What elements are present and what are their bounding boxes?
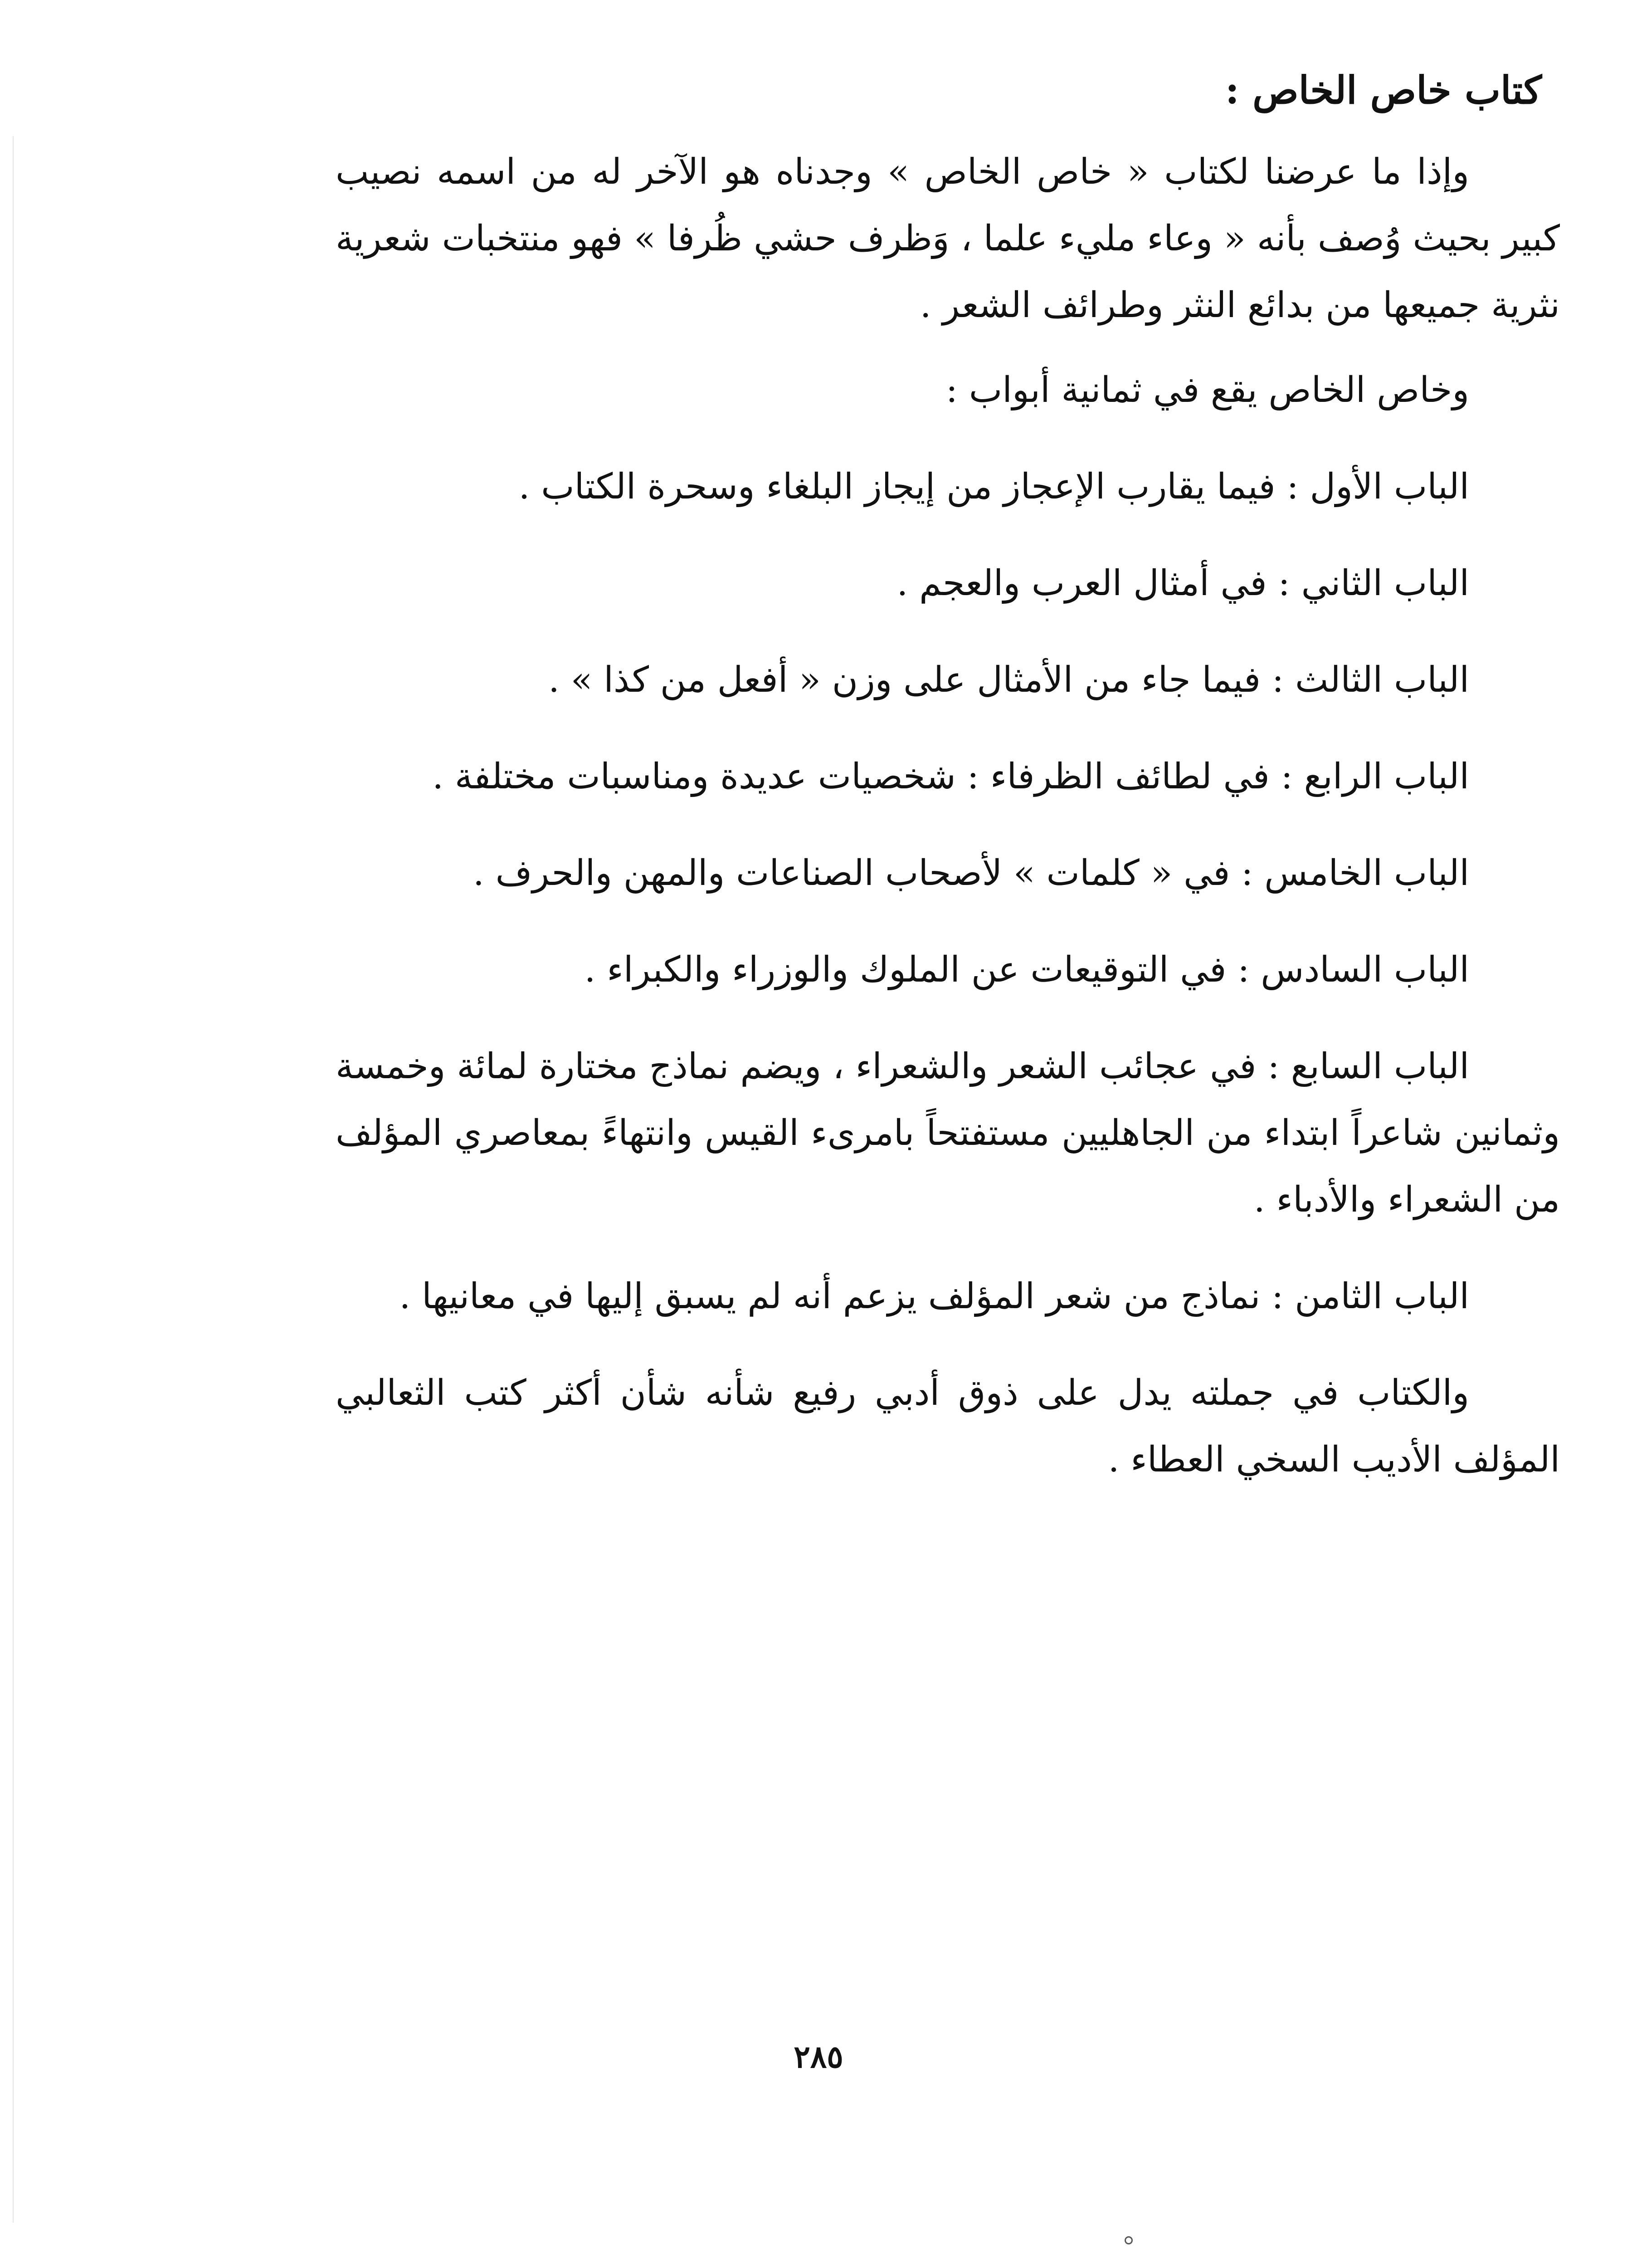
section-heading: كتاب خاص الخاص : [1225, 68, 1542, 112]
chapter-4: الباب الرابع : في لطائف الظرفاء : شخصيات عديدة ومناسبات مختلفة . [432, 756, 1469, 797]
page-content [336, 64, 1560, 1511]
chapter-8: الباب الثامن : نماذج من شعر المؤلف يزعم أنه لم يسبق إليها في معانيها . [399, 1276, 1469, 1317]
chapter-7: الباب السابع : في عجائب الشعر والشعراء ، ويضم نماذج مختارة لمائة وخمسة وثمانين شاعراً ابتداء من الجاهليين مستفتحاً بامرىء القيس وانتهاءً بمعاصري المؤلف من الشعراء والأدباء . [336, 1046, 1560, 1220]
chapter-1: الباب الأول : فيما يقارب الإعجاز من إيجاز البلغاء وسحرة الكتاب . [518, 466, 1469, 507]
chapter-6: الباب السادس : في التوقيعات عن الملوك والوزراء والكبراء . [584, 949, 1469, 990]
scan-speck [1125, 2236, 1133, 2244]
closing-paragraph: والكتاب في جملته يدل على ذوق أدبي رفيع شأنه شأن أكثر كتب الثعالبي المؤلف الأديب السخي العطاء . [336, 1372, 1560, 1480]
chapter-3: الباب الثالث : فيما جاء من الأمثال على وزن « أفعل من كذا » . [548, 659, 1469, 700]
page-number: ٢٨٥ [794, 2039, 843, 2075]
intro-paragraph: وإذا ما عرضنا لكتاب « خاص الخاص » وجدناه هو الآخر له من اسمه نصيب كبير بحيث وُصف بأنه « وعاء مليء علما ، وَظرف حشي ظُرفا » فهو منتخبات شعرية نثرية جميعها من بدائع النثر وطرائف الشعر . [336, 151, 1560, 326]
divisions-intro: وخاص الخاص يقع في ثمانية أبواب : [945, 369, 1469, 411]
chapter-2: الباب الثاني : في أمثال العرب والعجم . [896, 562, 1469, 604]
scan-edge-line [13, 136, 14, 2223]
chapter-5: الباب الخامس : في « كلمات » لأصحاب الصناعات والمهن والحرف . [473, 852, 1469, 894]
